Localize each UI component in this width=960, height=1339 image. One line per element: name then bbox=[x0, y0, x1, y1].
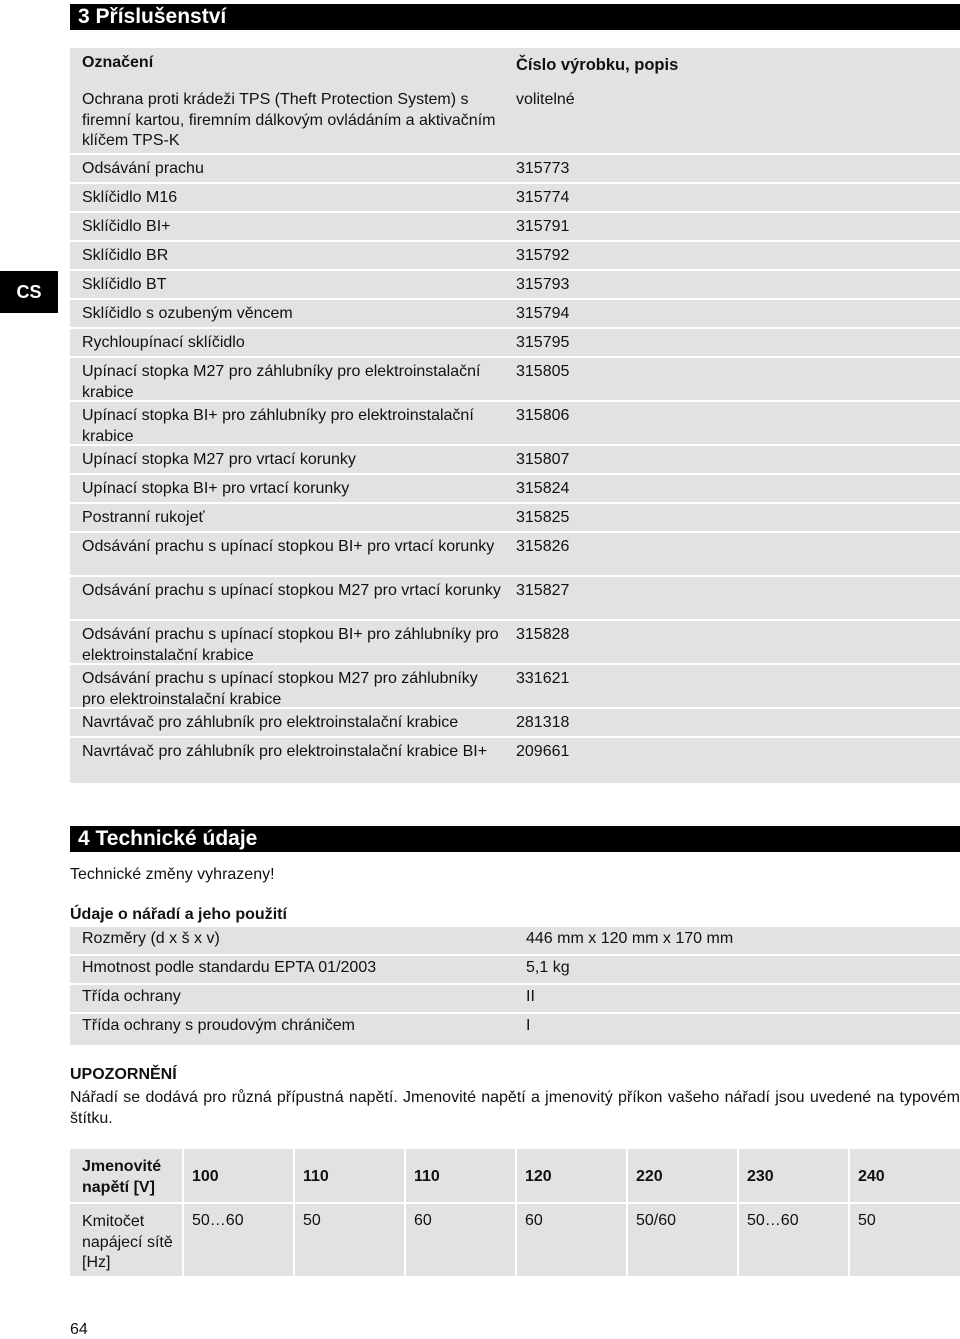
accessory-code: 315805 bbox=[516, 363, 570, 380]
accessory-code: 315827 bbox=[516, 582, 570, 599]
section-heading-technical-data: 4 Technické údaje bbox=[70, 826, 960, 852]
voltage-table bbox=[70, 1149, 960, 1276]
accessory-name: Odsávání prachu bbox=[82, 160, 204, 177]
accessory-code: 209661 bbox=[516, 743, 570, 760]
accessory-name: Upínací stopka BI+ pro záhlubníky pro elektroinstalační krabice bbox=[82, 407, 474, 445]
column-divider bbox=[404, 1149, 406, 1276]
table-row bbox=[70, 619, 960, 663]
table-row bbox=[70, 985, 960, 1014]
accessory-name: Postranní rukojeť bbox=[82, 509, 205, 526]
column-divider bbox=[737, 1149, 739, 1276]
spec-value: I bbox=[526, 1017, 531, 1034]
table-row bbox=[70, 502, 960, 531]
table-row bbox=[70, 182, 960, 211]
technical-changes-notice: Technické změny vyhrazeny! bbox=[70, 866, 275, 883]
accessory-code: 315773 bbox=[516, 160, 570, 177]
table-row bbox=[70, 707, 960, 736]
spec-label: Rozměry (d x š x v) bbox=[82, 930, 220, 947]
accessory-name: Upínací stopka M27 pro vrtací korunky bbox=[82, 451, 356, 468]
column-divider bbox=[848, 1149, 850, 1276]
table-row bbox=[70, 240, 960, 269]
table-row bbox=[70, 1014, 960, 1045]
table-row bbox=[70, 153, 960, 182]
table-header bbox=[70, 48, 960, 86]
frequency-value: 50…60 bbox=[747, 1212, 799, 1229]
table-row bbox=[70, 356, 960, 400]
accessory-code: 315824 bbox=[516, 480, 570, 497]
accessory-name: Upínací stopka M27 pro záhlubníky pro elektroinstalační krabice bbox=[82, 363, 481, 401]
table-row bbox=[70, 269, 960, 298]
accessory-name: Sklíčidlo M16 bbox=[82, 189, 178, 206]
warning-title: UPOZORNĚNÍ bbox=[70, 1066, 177, 1083]
header-item-number: Číslo výrobku, popis bbox=[516, 56, 679, 74]
table-row bbox=[70, 575, 960, 619]
spec-value: 5,1 kg bbox=[526, 959, 570, 976]
accessory-code: 315825 bbox=[516, 509, 570, 526]
voltage-value: 240 bbox=[858, 1168, 885, 1185]
accessory-name: Sklíčidlo BR bbox=[82, 247, 169, 264]
accessory-code: 281318 bbox=[516, 714, 570, 731]
spec-value: II bbox=[526, 988, 535, 1005]
accessory-code: 315826 bbox=[516, 538, 570, 555]
column-divider bbox=[515, 1149, 517, 1276]
table-row bbox=[70, 444, 960, 473]
table-row bbox=[70, 663, 960, 707]
frequency-value: 60 bbox=[414, 1212, 432, 1229]
spec-label: Hmotnost podle standardu EPTA 01/2003 bbox=[82, 959, 377, 976]
table-row bbox=[70, 400, 960, 444]
tool-data-subheading: Údaje o nářadí a jeho použití bbox=[70, 906, 287, 923]
page-number: 64 bbox=[70, 1321, 88, 1338]
accessory-name: Ochrana proti krádeži TPS (Theft Protection System) s firemní kartou, firemním dálkovým ovládáním a aktivačním klíčem TPS-K bbox=[82, 91, 496, 149]
frequency-value: 50 bbox=[858, 1212, 876, 1229]
frequency-value: 60 bbox=[525, 1212, 543, 1229]
accessory-code: volitelné bbox=[516, 91, 575, 108]
spec-label: Třída ochrany bbox=[82, 988, 181, 1005]
accessory-name: Navrtávač pro záhlubník pro elektroinstalační krabice BI+ bbox=[82, 743, 488, 760]
table-row bbox=[70, 298, 960, 327]
accessory-name: Odsávání prachu s upínací stopkou M27 pro vrtací korunky bbox=[82, 582, 501, 599]
accessory-name: Sklíčidlo BI+ bbox=[82, 218, 171, 235]
accessory-name: Upínací stopka BI+ pro vrtací korunky bbox=[82, 480, 350, 497]
accessory-name: Sklíčidlo BT bbox=[82, 276, 167, 293]
table-row bbox=[70, 327, 960, 356]
table-row bbox=[70, 211, 960, 240]
voltage-value: 100 bbox=[192, 1168, 219, 1185]
voltage-value: 230 bbox=[747, 1168, 774, 1185]
accessory-name: Sklíčidlo s ozubeným věncem bbox=[82, 305, 293, 322]
column-divider bbox=[293, 1149, 295, 1276]
spec-value: 446 mm x 120 mm x 170 mm bbox=[526, 930, 734, 947]
accessory-code: 331621 bbox=[516, 670, 570, 687]
warning-text: Nářadí se dodává pro různá přípustná napětí. Jmenovité napětí a jmenovitý příkon vašeho nářadí jsou uvedené na typovém štítku. bbox=[70, 1089, 960, 1127]
column-divider bbox=[626, 1149, 628, 1276]
voltage-value: 110 bbox=[414, 1168, 440, 1185]
frequency-value: 50 bbox=[303, 1212, 321, 1229]
spec-label: Třída ochrany s proudovým chráničem bbox=[82, 1017, 355, 1034]
table-row bbox=[70, 531, 960, 575]
accessory-name: Rychloupínací sklíčidlo bbox=[82, 334, 245, 351]
accessory-name: Odsávání prachu s upínací stopkou BI+ pro vrtací korunky bbox=[82, 538, 495, 555]
accessory-code: 315807 bbox=[516, 451, 570, 468]
accessory-code: 315795 bbox=[516, 334, 570, 351]
mains-frequency-label: Kmitočet napájecí sítě [Hz] bbox=[82, 1213, 173, 1271]
table-row bbox=[70, 473, 960, 502]
accessory-code: 315828 bbox=[516, 626, 570, 643]
frequency-value: 50/60 bbox=[636, 1212, 677, 1229]
accessory-name: Odsávání prachu s upínací stopkou M27 pro záhlubníky pro elektroinstalační krabice bbox=[82, 670, 478, 708]
frequency-value: 50…60 bbox=[192, 1212, 244, 1229]
voltage-value: 110 bbox=[303, 1168, 329, 1185]
voltage-value: 220 bbox=[636, 1168, 663, 1185]
accessory-name: Odsávání prachu s upínací stopkou BI+ pro záhlubníky pro elektroinstalační krabice bbox=[82, 626, 499, 664]
header-designation: Označení bbox=[82, 54, 154, 71]
table-row bbox=[70, 736, 960, 783]
spec-table bbox=[70, 927, 960, 1045]
accessory-code: 315791 bbox=[516, 218, 570, 235]
voltage-value: 120 bbox=[525, 1168, 552, 1185]
accessory-code: 315793 bbox=[516, 276, 570, 293]
accessory-code: 315794 bbox=[516, 305, 570, 322]
accessory-code: 315774 bbox=[516, 189, 570, 206]
accessory-name: Navrtávač pro záhlubník pro elektroinstalační krabice bbox=[82, 714, 459, 731]
rated-voltage-label: Jmenovité napětí [V] bbox=[82, 1158, 162, 1196]
table-row bbox=[70, 956, 960, 985]
accessory-code: 315792 bbox=[516, 247, 570, 264]
accessory-code: 315806 bbox=[516, 407, 570, 424]
language-tab: CS bbox=[0, 271, 58, 313]
table-row bbox=[70, 86, 960, 153]
section-heading-accessories: 3 Příslušenství bbox=[70, 4, 960, 30]
table-row bbox=[70, 927, 960, 956]
column-divider bbox=[182, 1149, 184, 1276]
accessories-table bbox=[70, 48, 960, 783]
